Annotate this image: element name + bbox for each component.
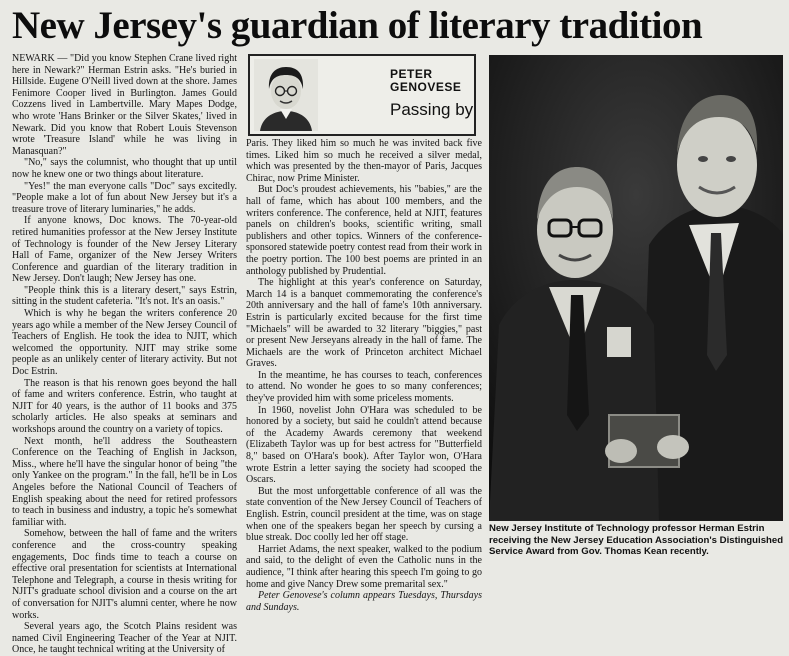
columnist-photo — [254, 59, 318, 131]
paragraph: But the most unforgettable conference of all was the state convention of the New Jersey Council of Teachers of English. Estrin, council president at the time, was on stage when one of the speakers began her speech by cursing a blue streak. Doc coolly led her off stage. — [246, 485, 482, 544]
paragraph: NEWARK — "Did you know Stephen Crane lived right here in Newark?" Herman Estrin asks. "He's buried in Hillside. Eugene O'Neill lived down at the shore. James Fenimore Cooper lived in Burlington. James Gould Cozzens lived in Lambertville. Mary Mapes Dodge, who wrote 'Hans Brinker or the Silver Skates,' lived in Newark. Did you know that Robert Louis Stevenson wrote 'Treasure Island' while he was living in Manasquan?" — [12, 53, 237, 157]
columnist-name: PETER GENOVESE — [390, 67, 462, 94]
paragraph: "People think this is a literary desert," says Estrin, sitting in the student cafeteria. "It's not. It's an oasis." — [12, 284, 237, 308]
paragraph: Which is why he began the writers conference 20 years ago while a member of the New Jersey Council of Teachers of English. He took the idea to NJIT, which welcomed the opportunity. NJIT may strike some people as an unlikely center of literary activity. But not Doc Estrin. — [12, 308, 237, 378]
paragraph: Harriet Adams, the next speaker, walked to the podium and said, to the delight of even the Catholic nuns in the audience, "I think after hearing this speech I'm going to go home and give Nancy Drew some premarital sex." — [246, 543, 482, 590]
paragraph: In 1960, novelist John O'Hara was scheduled to be honored by a society, but said he couldn't attend because of the Academy Awards ceremony that weekend (Elizabeth Taylor was up for best actress for "Butterfield 8," based on O'Hara's book). After Taylor won, O'Hara wrote Estrin a letter saying the society had scooped the Oscars. — [246, 404, 482, 486]
photo-caption: New Jersey Institute of Technology professor Herman Estrin receiving the New Jersey Education Association's Distinguished Service Award from Gov. Thomas Kean recently. — [489, 523, 784, 558]
paragraph: Several years ago, the Scotch Plains resident was named Civil Engineering Teacher of the Year at NJIT. Once, he taught technical writing at the University of — [12, 621, 237, 656]
article-column-2 — [246, 138, 482, 613]
paragraph: "No," says the columnist, who thought that up until now he knew one or two things about literature. — [12, 157, 237, 180]
paragraph: Next month, he'll address the Southeastern Conference on the Teaching of English in Jackson, Miss., where he'll have the singular honor of being "the only Yankee on the program." In the fall, he'll be in Los Angeles before the National Council of Teachers of English speaking about the need for retired professors to teach in business and industry, a topic he's somewhat familiar with. — [12, 435, 237, 528]
headline: New Jersey's guardian of literary tradition — [12, 4, 703, 47]
column-credit: Peter Genovese's column appears Tuesdays, Thursdays and Sundays. — [246, 590, 482, 613]
byline-box — [248, 54, 476, 136]
paragraph: Somehow, between the hall of fame and the writers conference and the cross-country speaking engagements, Doc finds time to teach a course on effective oral presentation for scientists at International Telephone and Telegraph, a course in thesis writing for NJIT's graduate school division and a course on the art of conversation for NJIT's alumni center, where he now works. — [12, 528, 237, 621]
paragraph: But Doc's proudest achievements, his "babies," are the hall of fame, which has about 100 members, and the writers conference. The conference, held at NJIT, features panels on children's books, scientific writing, small publishers and other topics. Winners of the conference-sponsored statewide poetry contest read from their work in the poetry portion. The 100 best poems are printed in an anthology published by Prudential. — [246, 184, 482, 277]
paragraph: Paris. They liked him so much he was invited back five times. Liked him so much he received a silver medal, which was presented by the then-mayor of Paris, Jacques Chirac, now Prime Minister. — [246, 138, 482, 184]
paragraph: The highlight at this year's conference on Saturday, March 14 is a banquet commemorating the conference's 20th anniversary and the hall of fame's 10th anniversary. Estrin is particularly excited because for the first time "Michaels" will be awarded to 32 literary "biggies," past or present New Jerseyans already in the hall of fame. The Michaels are the work of Princeton architect Michael Graves. — [246, 277, 482, 370]
column-title: Passing by — [390, 100, 474, 119]
paragraph: "Yes!" the man everyone calls "Doc" says excitedly. "People make a lot of fun about New Jersey but it's a treasure trove of literary luminaries," he adds. — [12, 180, 237, 215]
paragraph: If anyone knows, Doc knows. The 70-year-old retired humanities professor at the New Jersey Institute of Technology is founder of the New Jersey Literary Hall of Fame, organizer of the New Jersey Writers Conference and guardian of the literary tradition in New Jersey. Don't laugh; New Jersey has one. — [12, 215, 237, 285]
article-column-1 — [12, 53, 237, 656]
paragraph: In the meantime, he has courses to teach, conferences to attend. No wonder he goes to so many conferences; they've provided him with some priceless moments. — [246, 369, 482, 405]
paragraph: The reason is that his renown goes beyond the hall of fame and writers conference. Estrin, who taught at NJIT for 40 years, is the author of 11 books and 375 scholarly articles. He also speaks at seminars and workshops around the country on a variety of topics. — [12, 377, 237, 435]
news-photo — [489, 55, 783, 521]
